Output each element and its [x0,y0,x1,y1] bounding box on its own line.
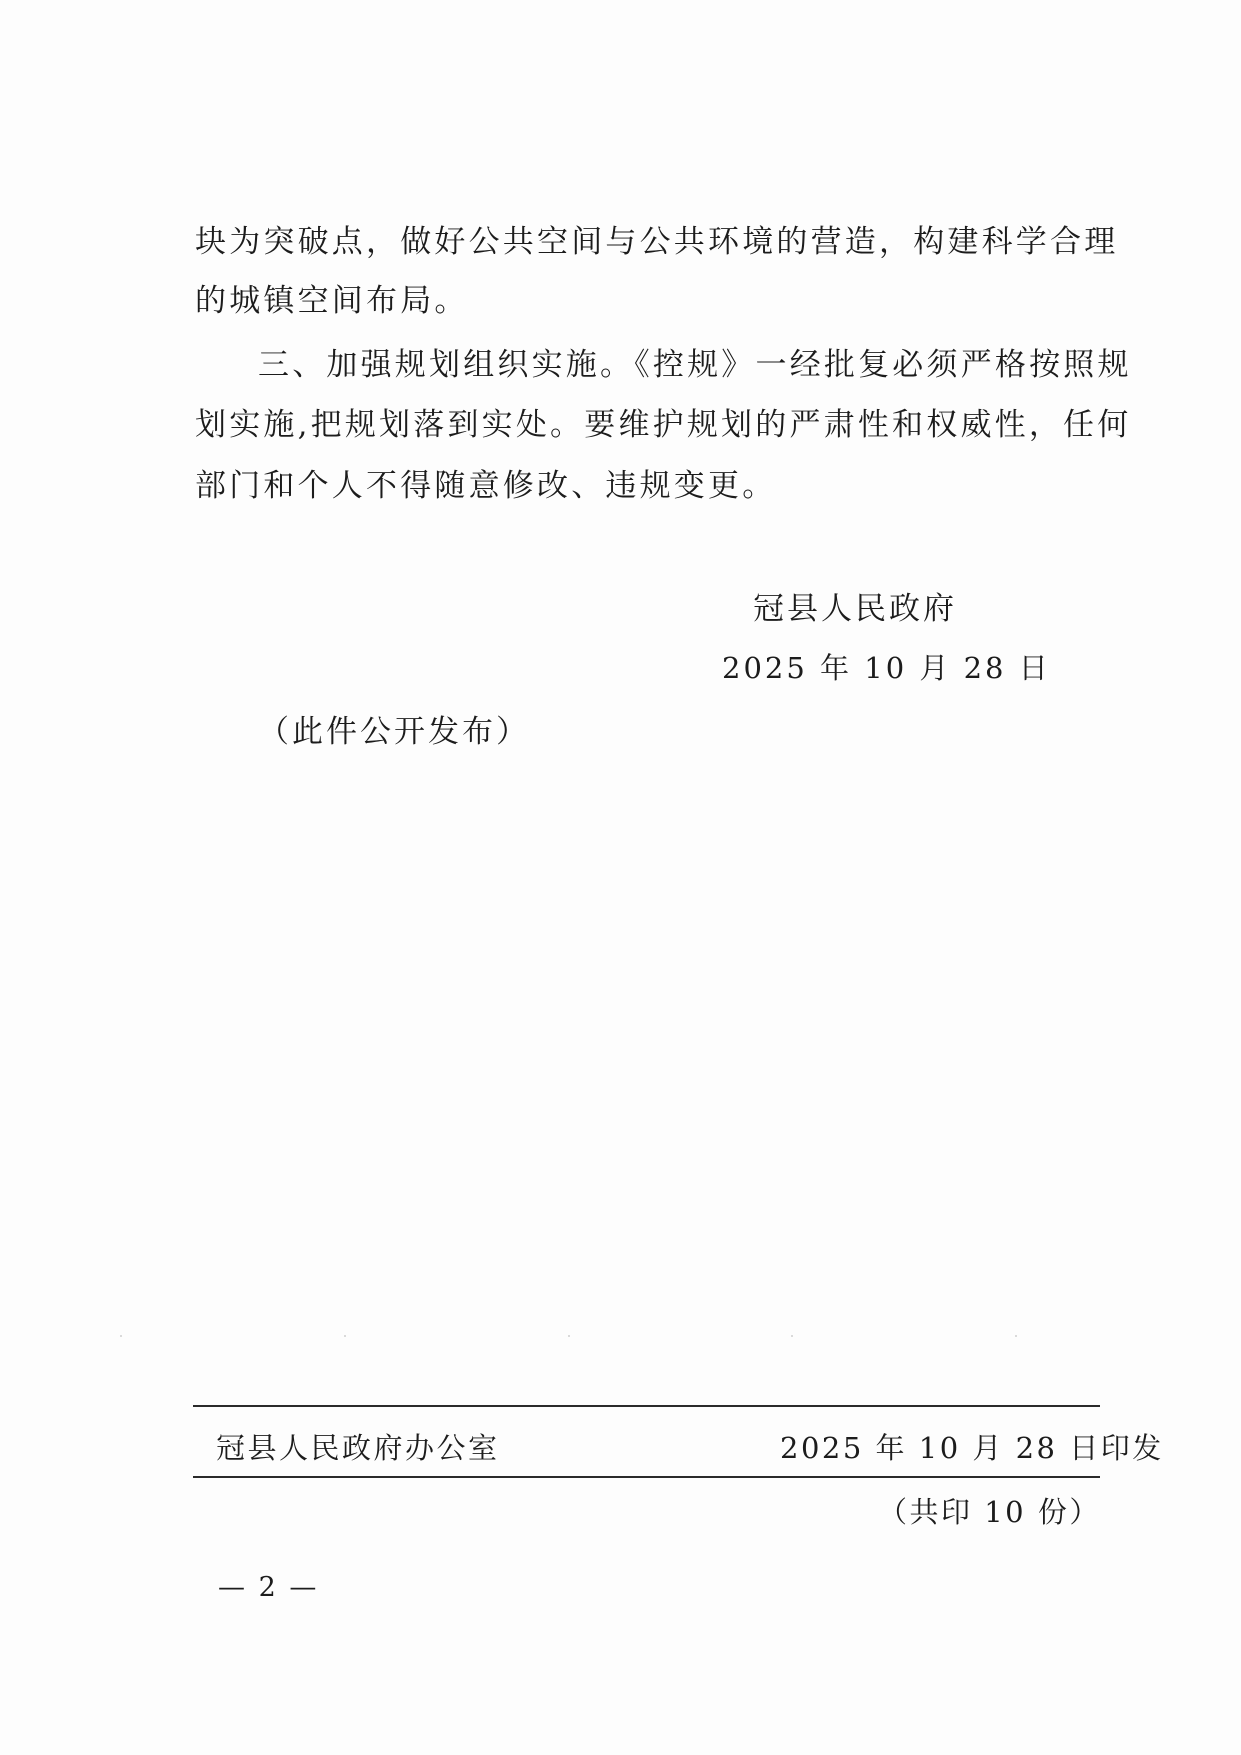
body-line-1: 块为突破点，做好公共空间与公共环境的营造，构建科学合理 [195,224,1119,260]
footer-office: 冠县人民政府办公室 [216,1431,500,1465]
signature-issuer: 冠县人民政府 [753,591,957,627]
scan-speck [120,1335,122,1337]
footer-bottom-rule [193,1476,1100,1478]
scan-speck [791,1335,793,1337]
scan-speck [344,1335,346,1337]
body-line-3: 三、加强规划组织实施。《控规》一经批复必须严格按照规 [258,347,1132,383]
scan-speck [568,1335,570,1337]
footer-copies: （共印 10 份） [878,1495,1101,1529]
body-line-5: 部门和个人不得随意修改、违规变更。 [195,468,777,504]
footer-print-date: 2025 年 10 月 28 日印发 [780,1431,1164,1465]
signature-date: 2025 年 10 月 28 日 [722,651,1051,685]
scan-speck [1015,1335,1017,1337]
body-line-2: 的城镇空间布局。 [195,283,469,319]
footer-top-rule [193,1405,1100,1407]
disclosure-note: （此件公开发布） [258,714,530,750]
body-line-4: 划实施,把规划落到实处。要维护规划的严肃性和权威性，任何 [195,407,1132,443]
page-number: — 2 — [218,1572,319,1603]
